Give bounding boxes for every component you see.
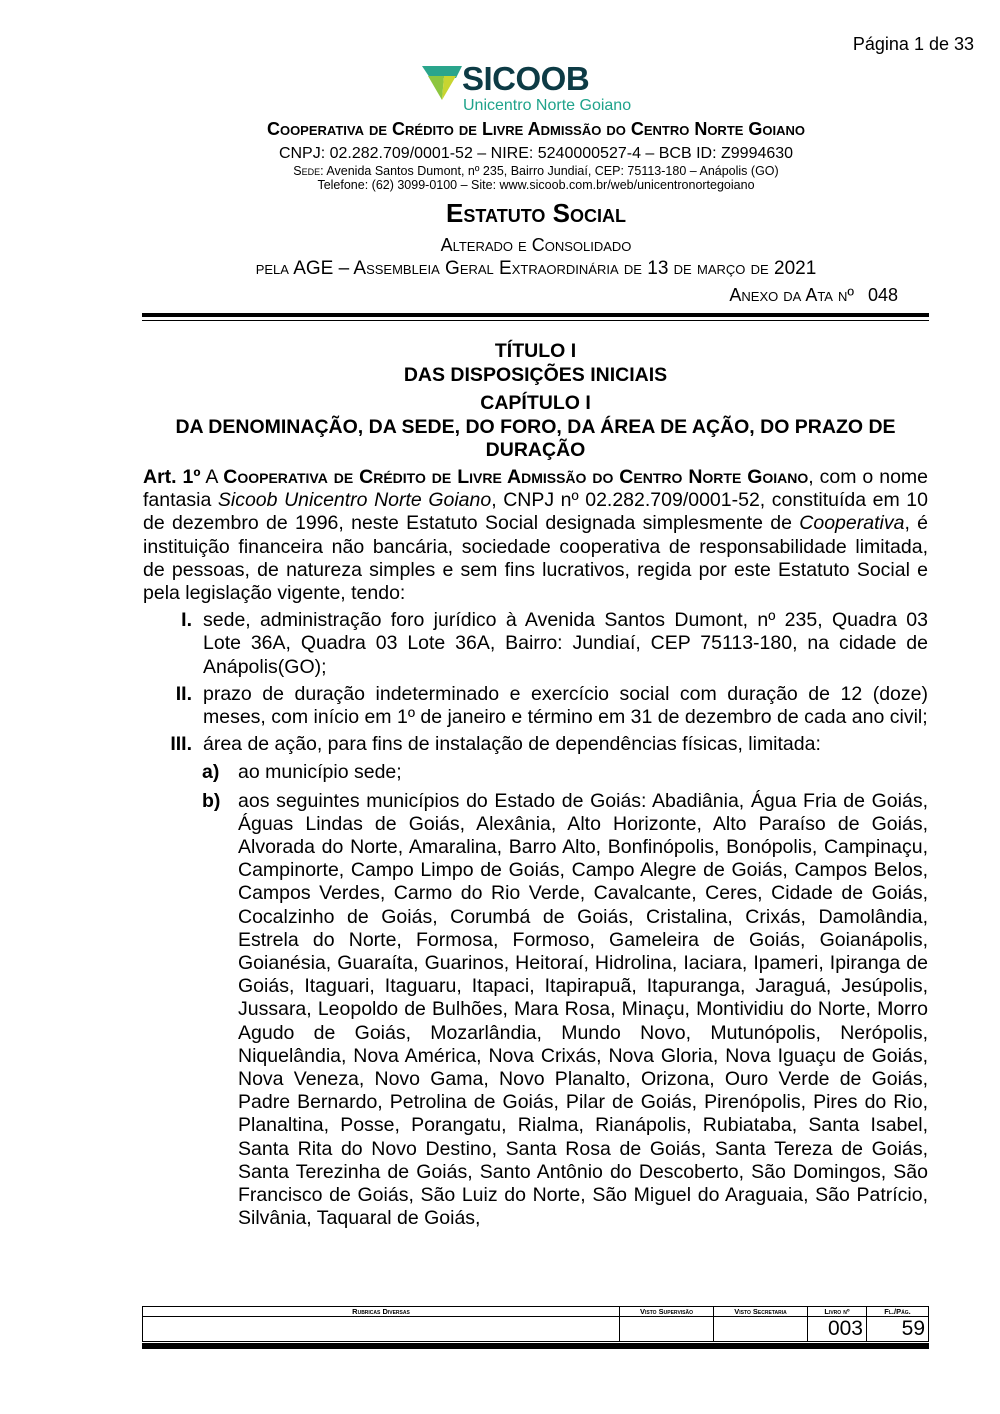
header-visto-supervisao: Visto Supervisão: [620, 1307, 714, 1317]
secretaria-cell: [714, 1317, 808, 1342]
supervisao-cell: [620, 1317, 714, 1342]
livro-number: 003: [808, 1317, 867, 1342]
registration-ids: CNPJ: 02.282.709/0001-52 – NIRE: 5240000527-4 – BCB ID: Z9994630: [278, 145, 794, 162]
page-number: Página 1 de 33: [852, 34, 974, 54]
item-label: III.: [170, 733, 192, 756]
altered-label: Alterado e Consolidado: [440, 235, 632, 255]
header-visto-secretaria: Visto Secretaria: [714, 1307, 808, 1317]
article-label: Art. 1º: [143, 466, 201, 488]
footer-rule: [142, 1343, 929, 1349]
sub-item-text: aos seguintes municípios do Estado de Goiás: Abadiânia, Água Fria de Goiás, Águas Lindas de Goiás, Alexânia, Alto Horizonte, Alto Paraíso de Goiás, Alvorada do Norte, Amaralina, Barro Alto, Bonfinópolis, Bonópolis, Campinaçu, Campinorte, Campo Limpo de Goiás, Campo Alegre de Goiás, Campos Belos, Campos Verdes, Carmo do Rio Verde, Cavalcante, Ceres, Cidade de Goiás, Cocalzinho de Goiás, Corumbá de Goiás, Cristalina, Crixás, Damolândia, Estrela do Norte, Formosa, Formoso, Gameleira de Goiás, Goianápolis, Goianésia, Guaraíta, Guarinos, Heitoraí, Hidrolina, Iaciara, Ipameri, Ipiranga de Goiás, Itaguari, Itaguaru, Itapaci, Itapirapuã, Itapuranga, Jaraguá, Jesúpolis, Jussara, Leopoldo de Bulhões, Mara Rosa, Minaçu, Montividiu do Norte, Morro Agudo de Goiás, Mozarlândia, Mundo Novo, Mutunópolis, Nerópolis, Niquelândia, Nova América, Nova Crixás, Nova Gloria, Nova Iguaçu de Goiás, Nova Veneza, Novo Gama, Novo Planalto, Orizona, Ouro Verde de Goiás, Padre Bernardo, Petrolina de Goiás, Pilar de Goiás, Pirenópolis, Pires do Rio, Planaltina, Posse, Porangatu, Rialma, Rianápolis, Rubiataba, Santa Isabel, Santa Rita do Novo Destino, Santa Rosa de Goiás, Santa Tereza de Goiás, Santa Terezinha de Goiás, Santo Antônio do Descoberto, São Domingos, São Francisco de Goiás, São Luiz do Norte, São Miguel do Araguaia, São Patrício, Silvânia, Taquaral de Goiás,: [238, 789, 928, 1230]
assembly-line: pela AGE – Assembleia Geral Extraordinária de 13 de março de 2021: [255, 258, 817, 279]
sub-item-label: a): [202, 761, 220, 784]
sub-item: [143, 761, 928, 784]
item-label: I.: [181, 609, 192, 632]
list-item: [143, 733, 928, 756]
folha-number: 59: [867, 1317, 929, 1342]
sede-address: : Avenida Santos Dumont, nº 235, Bairro Jundiaí, CEP: 75113-180 – Anápolis (GO): [320, 164, 779, 178]
header-livro: Livro nº: [808, 1307, 867, 1317]
annex-number: 048: [867, 285, 898, 305]
logo-name: SICOOB: [462, 60, 590, 97]
title-number: TÍTULO I: [494, 340, 577, 362]
header-rubricas: Rubricas Diversas: [143, 1307, 620, 1317]
header-rule-thin: [142, 320, 929, 321]
sub-item: [143, 790, 928, 1231]
sub-item-label: b): [202, 789, 221, 812]
contact: Telefone: (62) 3099-0100 – Site: www.sicoob.com.br/web/unicentronortegoiano: [317, 178, 755, 192]
logo-subtitle: Unicentro Norte Goiano: [463, 97, 632, 114]
headings: [143, 340, 928, 463]
rubricas-cell: [143, 1317, 620, 1342]
chapter-name: DA DENOMINAÇÃO, DA SEDE, DO FORO, DA ÁREA DE AÇÃO, DO PRAZO DE DURAÇÃO: [175, 415, 896, 461]
cooperative-short: Cooperativa: [799, 512, 905, 535]
text: , CNPJ nº 02.282.709/0001-52, constituída em 10 de dezembro de 1996, neste Estatuto Social designada simplesmente de: [143, 489, 928, 535]
signature-table: [142, 1306, 929, 1342]
address: [0, 164, 1000, 178]
header-rule: [142, 313, 929, 317]
item-text: sede, administração foro jurídico à Avenida Santos Dumont, nº 235, Quadra 03 Lote 36A, Quadra 03 Lote 36A, Bairro: Jundiaí, CEP 75113-180, na cidade de Anápolis(GO);: [203, 609, 928, 678]
header-folha: Fl./Pág.: [867, 1307, 929, 1317]
article-body: [143, 466, 928, 1231]
text: , é instituição financeira não bancária, sociedade cooperativa de responsabilidade limitada, de pessoas, de natureza simples e sem fins lucrativos, regida por este Estatuto Social e pela legislação vigente, tendo:: [143, 512, 929, 605]
text: , com o nome fantasia: [143, 466, 928, 512]
annex: [729, 285, 898, 306]
item-text: área de ação, para fins de instalação de dependências físicas, limitada:: [203, 733, 821, 756]
item-text: prazo de duração indeterminado e exercício social com duração de 12 (doze) meses, com início em 1º de janeiro e término em 31 de dezembro de cada ano civil;: [203, 682, 928, 729]
document-title: Estatuto Social: [446, 198, 626, 228]
sede-label: Sede: [293, 164, 321, 178]
chapter-number: CAPÍTULO I: [480, 392, 591, 414]
sicoob-logo: [420, 60, 660, 116]
text: A: [200, 466, 224, 488]
item-label: II.: [175, 682, 192, 705]
sub-item-text: ao município sede;: [238, 761, 402, 784]
cooperative-name-inline: Cooperativa de Crédito de Livre Admissão do Centro Norte Goiano: [223, 466, 809, 488]
title-name: DAS DISPOSIÇÕES INICIAIS: [403, 363, 668, 386]
cooperative-name: Cooperativa de Crédito de Livre Admissão do Centro Norte Goiano: [266, 119, 806, 139]
article-1: [143, 466, 928, 605]
fantasy-name: Sicoob Unicentro Norte Goiano: [217, 489, 492, 512]
sicoob-logo-icon: [420, 64, 462, 102]
list-item: [143, 683, 928, 729]
list-item: [143, 609, 928, 679]
annex-label: Anexo da Ata nº: [729, 285, 854, 305]
